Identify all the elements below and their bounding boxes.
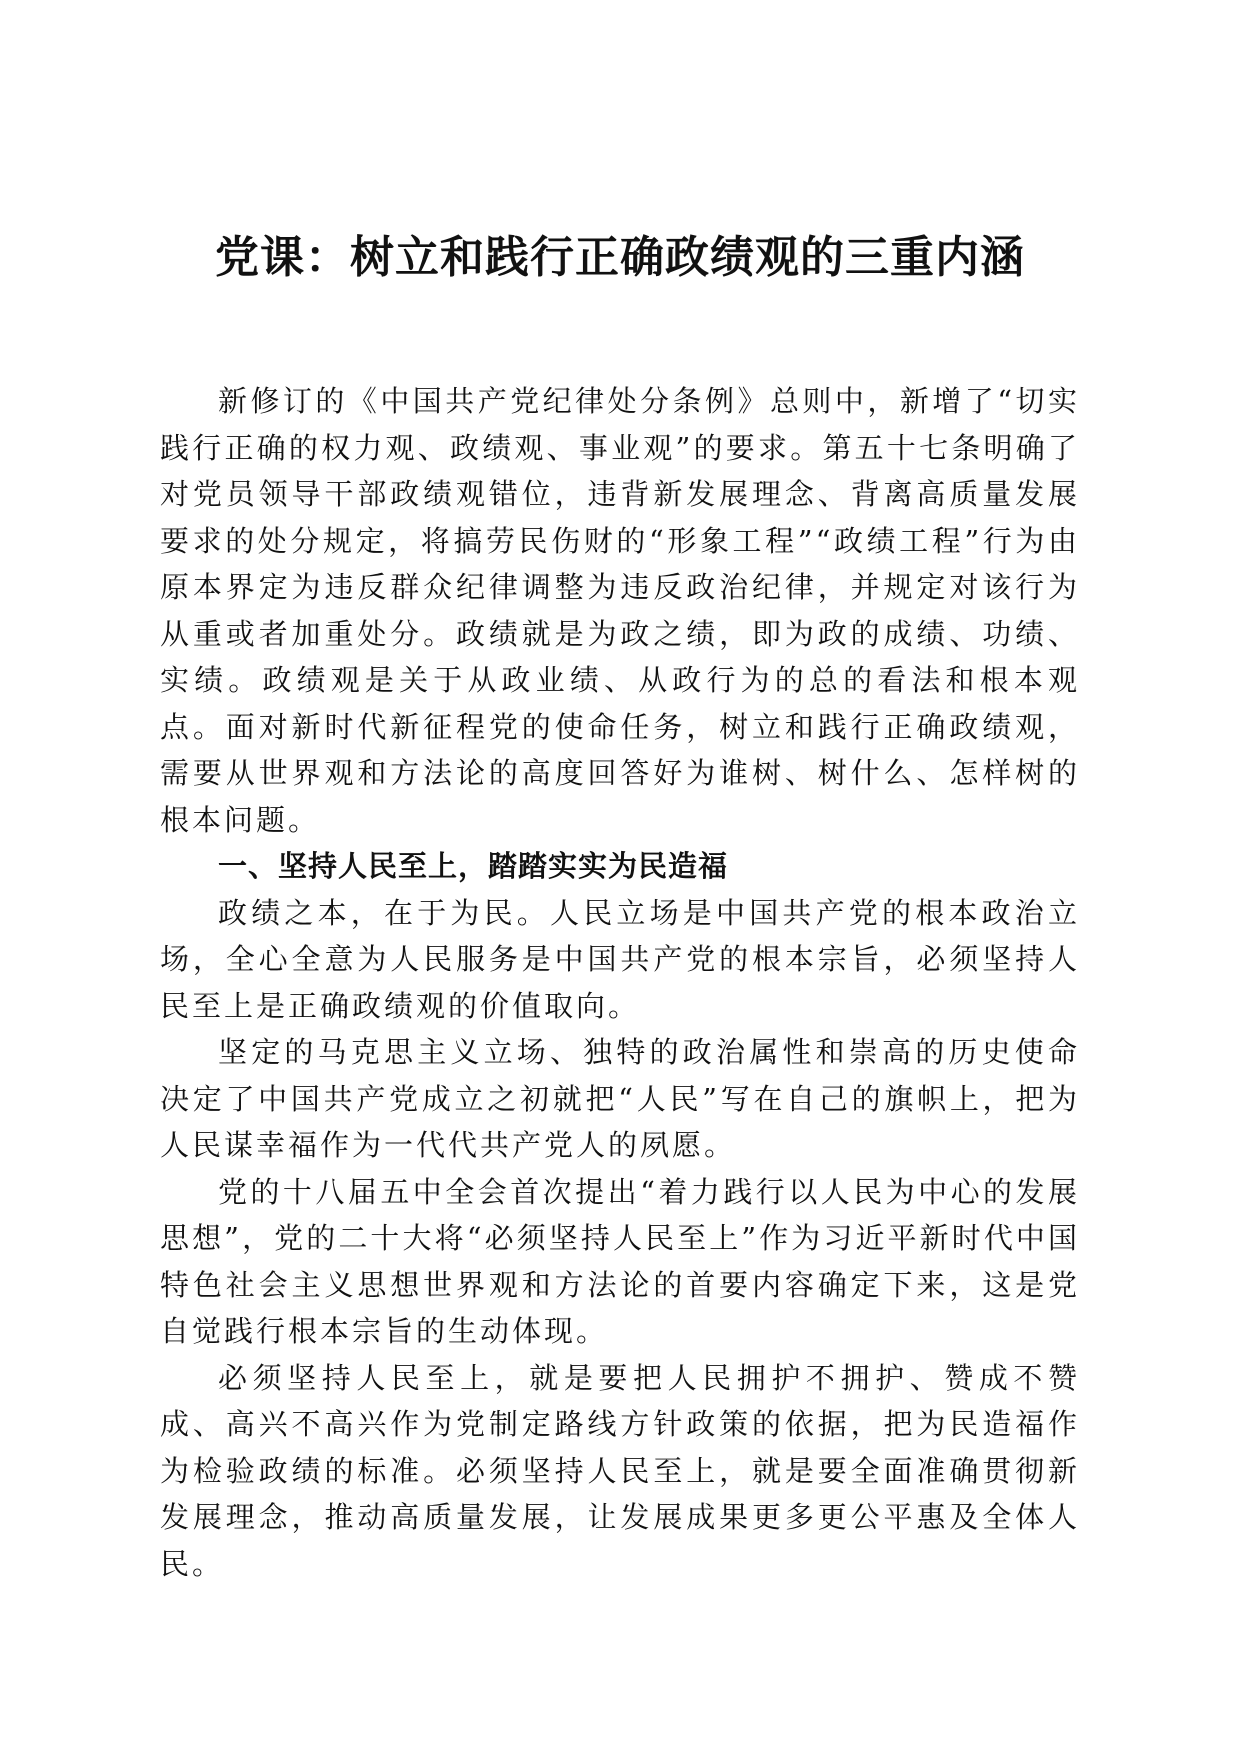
- section-paragraph: 必须坚持人民至上，就是要把人民拥护不拥护、赞成不赞成、高兴不高兴作为党制定路线方针政策的依据，把为民造福作为检验政绩的标准。必须坚持人民至上，就是要全面准确贯彻新发展理念，推动高质量发展，让发展成果更多更公平惠及全体人民。: [160, 1360, 1080, 1581]
- section-heading: 一、坚持人民至上，踏踏实实为民造福: [218, 849, 729, 883]
- intro-paragraph: 新修订的《中国共产党纪律处分条例》总则中，新增了“切实践行正确的权力观、政绩观、事业观”的要求。第五十七条明确了对党员领导干部政绩观错位，违背新发展理念、背离高质量发展要求的处分规定，将搞劳民伤财的“形象工程”“政绩工程”行为由原本界定为违反群众纪律调整为违反政治纪律，并规定对该行为从重或者加重处分。政绩就是为政之绩，即为政的成绩、功绩、实绩。政绩观是关于从政业绩、从政行为的总的看法和根本观点。面对新时代新征程党的使命任务，树立和践行正确政绩观，需要从世界观和方法论的高度回答好为谁树、树什么、怎样树的根本问题。: [160, 384, 1080, 837]
- section-paragraph: 政绩之本，在于为民。人民立场是中国共产党的根本政治立场，全心全意为人民服务是中国共产党的根本宗旨，必须坚持人民至上是正确政绩观的价值取向。: [160, 895, 1080, 1023]
- section-paragraph: 党的十八届五中全会首次提出“着力践行以人民为中心的发展思想”，党的二十大将“必须坚持人民至上”作为习近平新时代中国特色社会主义思想世界观和方法论的首要内容确定下来，这是党自觉践行根本宗旨的生动体现。: [160, 1174, 1080, 1348]
- section-paragraph: 坚定的马克思主义立场、独特的政治属性和崇高的历史使命决定了中国共产党成立之初就把“人民”写在自己的旗帜上，把为人民谋幸福作为一代代共产党人的夙愿。: [160, 1035, 1080, 1162]
- document-body: [160, 378, 1080, 1587]
- document-title: 党课：树立和践行正确政绩观的三重内涵: [215, 232, 1025, 283]
